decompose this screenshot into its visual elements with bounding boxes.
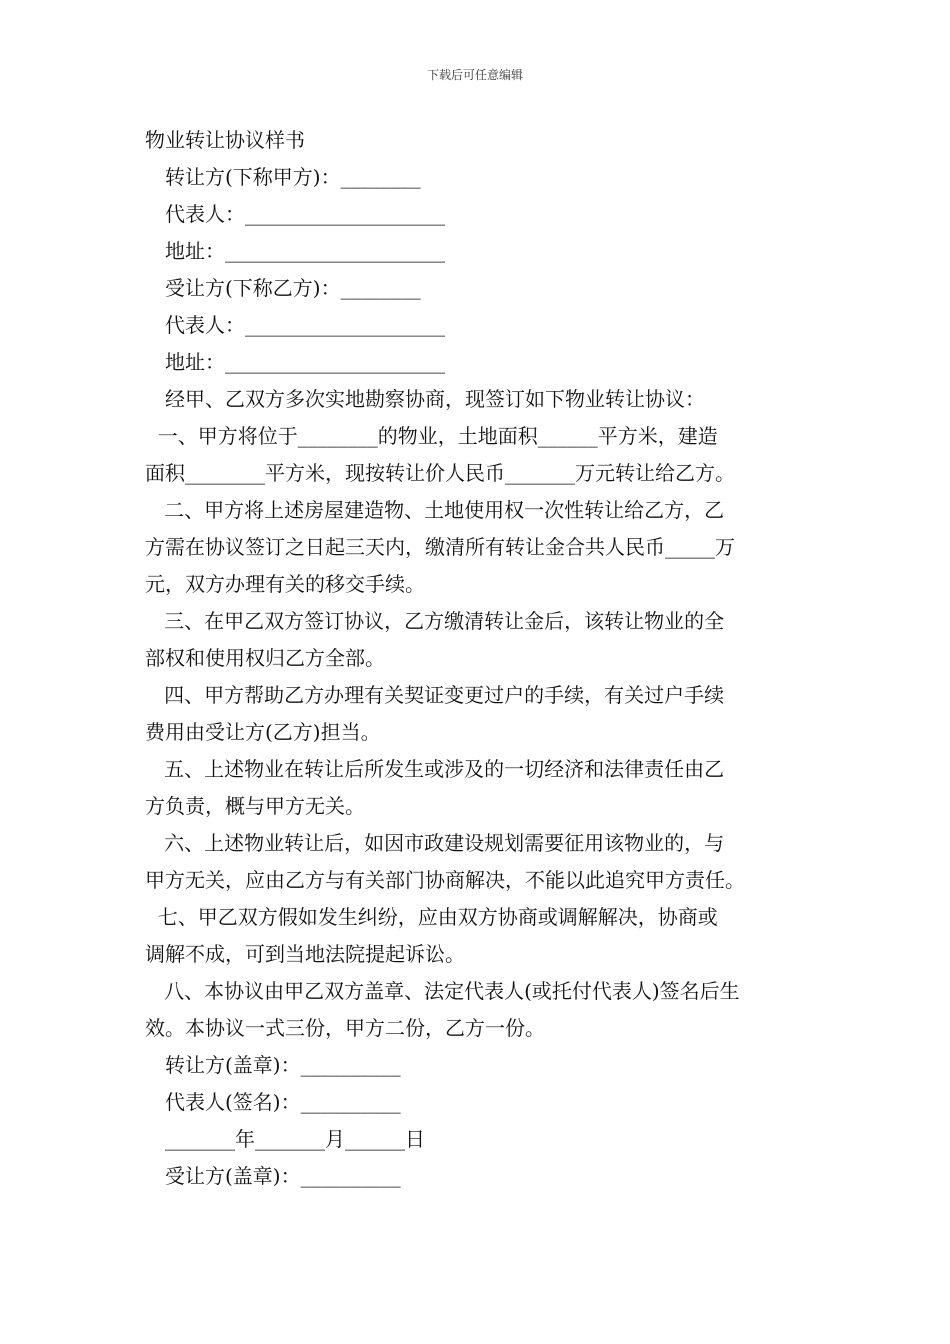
clause-6-line-1: 六、上述物业转让后，如因市政建设规划需要征用该物业的，与 <box>145 831 725 855</box>
clause-1-line-2: 面积________平方米，现按转让价人民币_______万元转让给乙方。 <box>145 461 735 485</box>
party-b-line: 受让方(下称乙方)：________ <box>165 276 421 300</box>
clause-8-line-1: 八、本协议由甲乙双方盖章、法定代表人(或托付代表人)签名后生 <box>145 979 740 1003</box>
clause-1 <box>145 418 807 492</box>
party-a-representative-line: 代表人：____________________ <box>165 202 445 226</box>
party-a-line: 转让方(下称甲方)：________ <box>165 165 421 189</box>
clause-3-line-1: 三、在甲乙双方签订协议，乙方缴清转让金后，该转让物业的全 <box>145 609 725 633</box>
clause-7-line-1: 七、甲乙双方假如发生纠纷，应由双方协商或调解解决，协商或 <box>145 905 718 929</box>
clause-7 <box>145 899 807 973</box>
clause-3-line-2: 部权和使用权归乙方全部。 <box>145 646 385 670</box>
party-b-address-line: 地址：______________________ <box>165 350 445 374</box>
clause-7-line-2: 调解不成，可到当地法院提起诉讼。 <box>145 942 465 966</box>
agreement-document <box>145 122 807 1195</box>
sign-representative-line: 代表人(签名)：__________ <box>165 1090 401 1114</box>
clause-8 <box>145 973 807 1047</box>
clause-6-line-2: 甲方无关，应由乙方与有关部门协商解决，不能以此追究甲方责任。 <box>145 868 745 892</box>
clause-8-line-2: 效。本协议一式三份，甲方二份，乙方一份。 <box>145 1016 545 1040</box>
party-b-representative-line: 代表人：____________________ <box>165 313 445 337</box>
clause-1-line-1: 一、甲方将位于________的物业，土地面积______平方米，建造 <box>145 424 718 448</box>
clause-2 <box>145 492 807 603</box>
clause-2-line-1: 二、甲方将上述房屋建造物、土地使用权一次性转让给乙方，乙 <box>145 498 725 522</box>
clause-6 <box>145 825 807 899</box>
sign-party-b-line: 受让方(盖章)：__________ <box>165 1164 401 1188</box>
clause-5-line-2: 方负责，概与甲方无关。 <box>145 794 365 818</box>
clause-4-line-1: 四、甲方帮助乙方办理有关契证变更过户的手续，有关过户手续 <box>145 683 725 707</box>
clause-2-line-2: 方需在协议签订之日起三天内，缴清所有转让金合共人民币_____万 <box>145 535 735 559</box>
page-header-note: 下载后可任意编辑 <box>426 68 523 82</box>
clause-5-line-1: 五、上述物业在转让后所发生或涉及的一切经济和法律责任由乙 <box>145 757 725 781</box>
clause-3 <box>145 603 807 677</box>
clause-4-line-2: 费用由受让方(乙方)担当。 <box>145 720 381 744</box>
intro-line: 经甲、乙双方多次实地勘察协商，现签订如下物业转让协议： <box>165 387 705 411</box>
clause-4 <box>145 677 807 751</box>
sign-party-a-line: 转让方(盖章)：__________ <box>165 1053 401 1077</box>
sign-date-line: _______年_______月______日 <box>165 1127 425 1151</box>
document-title: 物业转让协议样书 <box>145 128 305 152</box>
clause-2-line-3: 元，双方办理有关的移交手续。 <box>145 572 425 596</box>
party-a-address-line: 地址：______________________ <box>165 239 445 263</box>
clause-5 <box>145 751 807 825</box>
